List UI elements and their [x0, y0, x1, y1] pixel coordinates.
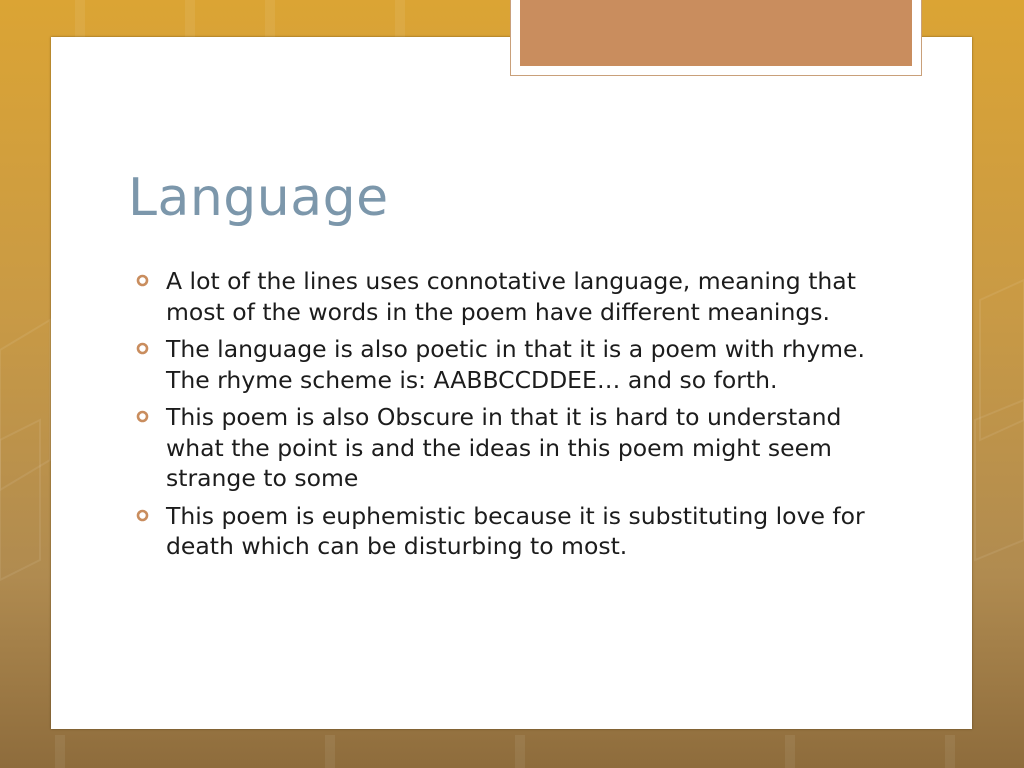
bullet-text: This poem is euphemistic because it is substituting love for death which can be disturbing to most.: [166, 501, 865, 560]
bullet-item: [136, 501, 876, 562]
bullet-item: [136, 266, 876, 327]
bullet-item: [136, 334, 876, 395]
bullet-text: This poem is also Obscure in that it is hard to understand what the point is and the ideas in this poem might seem strange to some: [166, 403, 842, 492]
hollow-circle-bullet-icon: [136, 410, 149, 423]
hollow-circle-bullet-icon: [136, 342, 149, 355]
bullet-list: [136, 266, 876, 569]
bullet-text: The language is also poetic in that it is a poem with rhyme. The rhyme scheme is: AABBCCDDEE… and so forth.: [166, 335, 865, 394]
decorative-accent-frame: [510, 0, 922, 76]
hollow-circle-bullet-icon: [136, 274, 149, 287]
bullet-item: [136, 402, 876, 494]
hollow-circle-bullet-icon: [136, 509, 149, 522]
decorative-accent-block: [520, 0, 912, 66]
slide-title: Language: [128, 168, 389, 228]
bullet-text: A lot of the lines uses connotative language, meaning that most of the words in the poem have different meanings.: [166, 267, 856, 326]
